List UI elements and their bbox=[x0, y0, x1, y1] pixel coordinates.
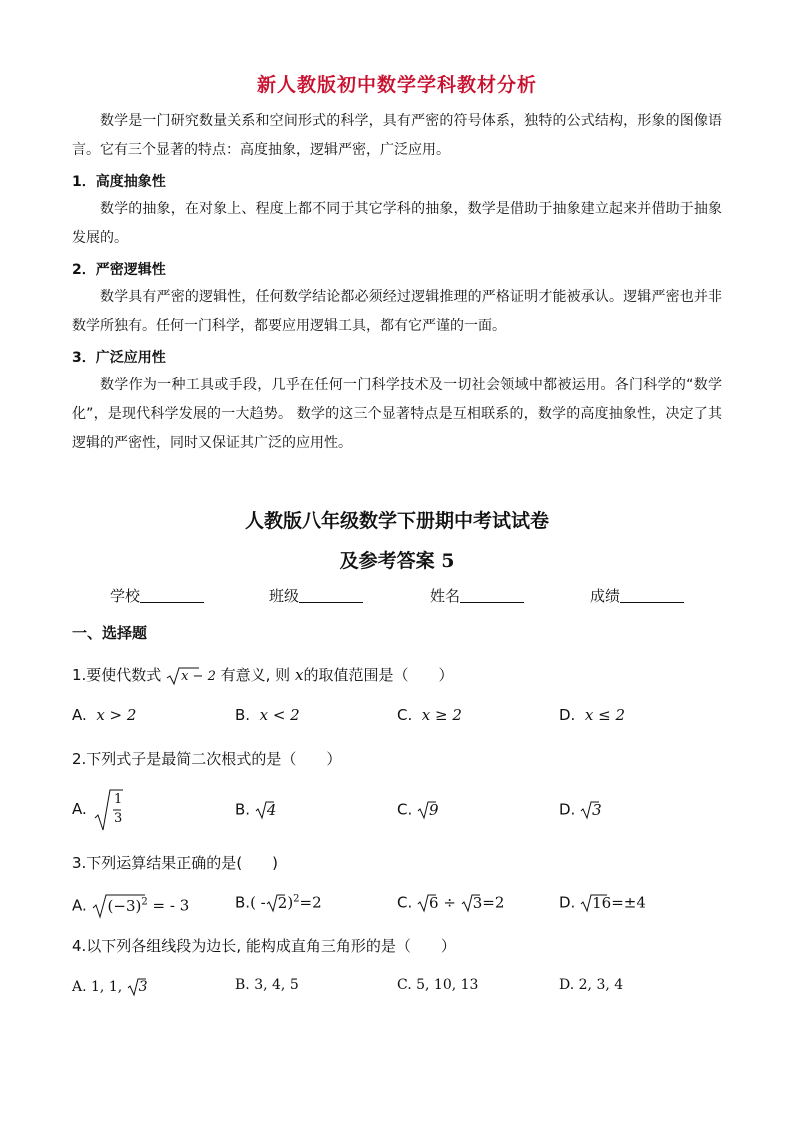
q4-option-c[interactable] bbox=[397, 977, 478, 993]
q1-option-c-expr: x ≥ 2 bbox=[421, 706, 462, 724]
q2-option-a-numerator: 1 bbox=[114, 792, 123, 807]
intro-paragraph: 数学是一门研究数量关系和空间形式的科学，具有严密的符号体系，独特的公式结构，形象的图像语言。它有三个显著的特点：高度抽象，逻辑严密，广泛应用。 bbox=[72, 113, 722, 158]
q1-option-d-expr: x ≤ 2 bbox=[584, 706, 625, 724]
q1-option-c-label: C. bbox=[397, 706, 413, 724]
section-text-logic: 数学具有严密的逻辑性，任何数学结论都必须经过逻辑推理的严格证明才能被承认。逻辑严密也并非数学所独有。任何一门科学，都要应用逻辑工具，都有它严谨的一面。 bbox=[72, 289, 722, 334]
q1-option-b-expr: x < 2 bbox=[259, 706, 300, 724]
q3-option-c-operator: ÷ bbox=[443, 893, 456, 912]
exam-title: 人教版八年级数学下册期中考试试卷 bbox=[244, 510, 549, 532]
document-title: 新人教版初中数学学科教材分析 bbox=[256, 74, 537, 96]
q3-option-a-label: A. bbox=[72, 896, 87, 915]
q3-option-d[interactable] bbox=[559, 893, 646, 913]
class-field[interactable] bbox=[269, 585, 363, 606]
q4-option-d-label: D. bbox=[559, 977, 575, 993]
q1-option-a[interactable] bbox=[72, 706, 136, 724]
q1-radicand: x − 2 bbox=[181, 669, 216, 684]
q3-option-a-exponent: 2 bbox=[141, 896, 148, 908]
q3-option-b-label: B. bbox=[235, 893, 251, 912]
q1-option-b-label: B. bbox=[235, 706, 251, 724]
question-1 bbox=[72, 664, 453, 686]
q1-option-c[interactable] bbox=[397, 706, 462, 724]
section-heading-logic: 2．严密逻辑性 bbox=[72, 262, 166, 278]
q4-option-a-text: 1, 1, bbox=[91, 979, 123, 995]
q3-option-b-post: ) bbox=[287, 893, 294, 912]
score-field[interactable] bbox=[590, 585, 684, 606]
q3-option-d-radicand: 16 bbox=[592, 893, 612, 912]
q3-option-a[interactable] bbox=[72, 893, 189, 919]
q4-option-b[interactable] bbox=[235, 977, 299, 993]
q4-option-d-text: 2, 3, 4 bbox=[578, 977, 624, 993]
section-heading-application: 3．广泛应用性 bbox=[72, 350, 166, 366]
exam-subtitle: 及参考答案 5 bbox=[339, 550, 455, 572]
question-4: 4.以下列各组线段为边长, 能构成直角三角形的是（ ） bbox=[72, 937, 456, 955]
question-2: 2.下列式子是最简二次根式的是（ ） bbox=[72, 750, 342, 768]
name-blank[interactable] bbox=[460, 586, 524, 603]
q4-option-d[interactable] bbox=[559, 977, 623, 993]
class-label: 班级 bbox=[269, 587, 300, 605]
q2-option-d-label: D. bbox=[559, 800, 576, 819]
q2-option-a-label: A. bbox=[72, 800, 87, 818]
q1-prefix: 1.要使代数式 bbox=[72, 666, 162, 684]
section-text-abstract: 数学的抽象，在对象上、程度上都不同于其它学科的抽象，数学是借助于抽象建立起来并借助于抽象发展的。 bbox=[72, 201, 722, 246]
q1-option-a-expr: x > 2 bbox=[96, 706, 137, 724]
q2-option-b-label: B. bbox=[235, 800, 251, 819]
q2-option-d-radicand: 3 bbox=[592, 800, 602, 819]
q1-option-b[interactable] bbox=[235, 706, 300, 724]
q1-middle: 有意义, 则 bbox=[220, 666, 291, 684]
q2-option-a-denominator: 3 bbox=[114, 811, 123, 826]
q1-suffix: 的取值范围是（ ） bbox=[303, 666, 454, 684]
q2-option-c-label: C. bbox=[397, 800, 413, 819]
section-text-application: 数学作为一种工具或手段，几乎在任何一门科学技术及一切社会领域中都被运用。各门科学的“数学化”，是现代科学发展的一大趋势。 数学的这三个显著特点是互相联系的，数学的高度抽象性，决定了其逻辑的严密性，同时又保证其广泛的应用性。 bbox=[72, 377, 722, 451]
q3-option-c[interactable] bbox=[397, 893, 504, 913]
q3-option-b-rhs: =2 bbox=[299, 893, 322, 912]
q4-option-b-text: 3, 4, 5 bbox=[254, 977, 299, 993]
score-label: 成绩 bbox=[590, 587, 621, 605]
part-heading: 一、选择题 bbox=[72, 624, 148, 642]
q4-option-a[interactable] bbox=[72, 977, 148, 997]
q3-option-d-label: D. bbox=[559, 893, 576, 912]
q3-option-c-radicand-1: 6 bbox=[429, 893, 439, 912]
q1-option-d[interactable] bbox=[559, 706, 625, 724]
q1-option-a-label: A. bbox=[72, 706, 87, 724]
q2-option-d[interactable] bbox=[559, 800, 602, 820]
q3-option-b[interactable] bbox=[235, 893, 322, 913]
q4-option-a-label: A. bbox=[72, 979, 87, 995]
q3-option-c-label: C. bbox=[397, 893, 413, 912]
question-3: 3.下列运算结果正确的是( ) bbox=[72, 854, 279, 872]
school-label: 学校 bbox=[110, 587, 141, 605]
q4-option-c-text: 5, 10, 13 bbox=[416, 977, 479, 993]
q3-option-b-pre: ( - bbox=[250, 893, 266, 912]
q4-option-b-label: B. bbox=[235, 977, 250, 993]
q3-option-c-radicand-2: 3 bbox=[472, 893, 483, 912]
q1-variable: x bbox=[294, 666, 304, 684]
q2-option-b[interactable] bbox=[235, 800, 276, 820]
q3-option-c-rhs: =2 bbox=[482, 893, 505, 912]
school-blank[interactable] bbox=[140, 586, 204, 603]
q3-option-b-exponent: 2 bbox=[293, 893, 300, 905]
class-blank[interactable] bbox=[299, 586, 363, 603]
q3-option-b-radicand: 2 bbox=[277, 893, 288, 912]
name-field[interactable] bbox=[430, 585, 524, 606]
school-field[interactable] bbox=[110, 585, 204, 606]
q2-option-c[interactable] bbox=[397, 800, 439, 820]
q2-option-c-radicand: 9 bbox=[429, 800, 439, 819]
q3-option-d-rhs: =±4 bbox=[611, 893, 646, 912]
score-blank[interactable] bbox=[620, 586, 684, 603]
q3-option-a-radicand: (−3) bbox=[107, 896, 142, 915]
q4-option-a-radicand: 3 bbox=[138, 979, 148, 995]
name-label: 姓名 bbox=[430, 587, 461, 605]
q2-option-b-radicand: 4 bbox=[266, 800, 277, 819]
q1-option-d-label: D. bbox=[559, 706, 576, 724]
section-heading-abstract: 1．高度抽象性 bbox=[72, 174, 166, 190]
q3-option-a-rhs: = - 3 bbox=[152, 896, 190, 915]
q4-option-c-label: C. bbox=[397, 977, 412, 993]
